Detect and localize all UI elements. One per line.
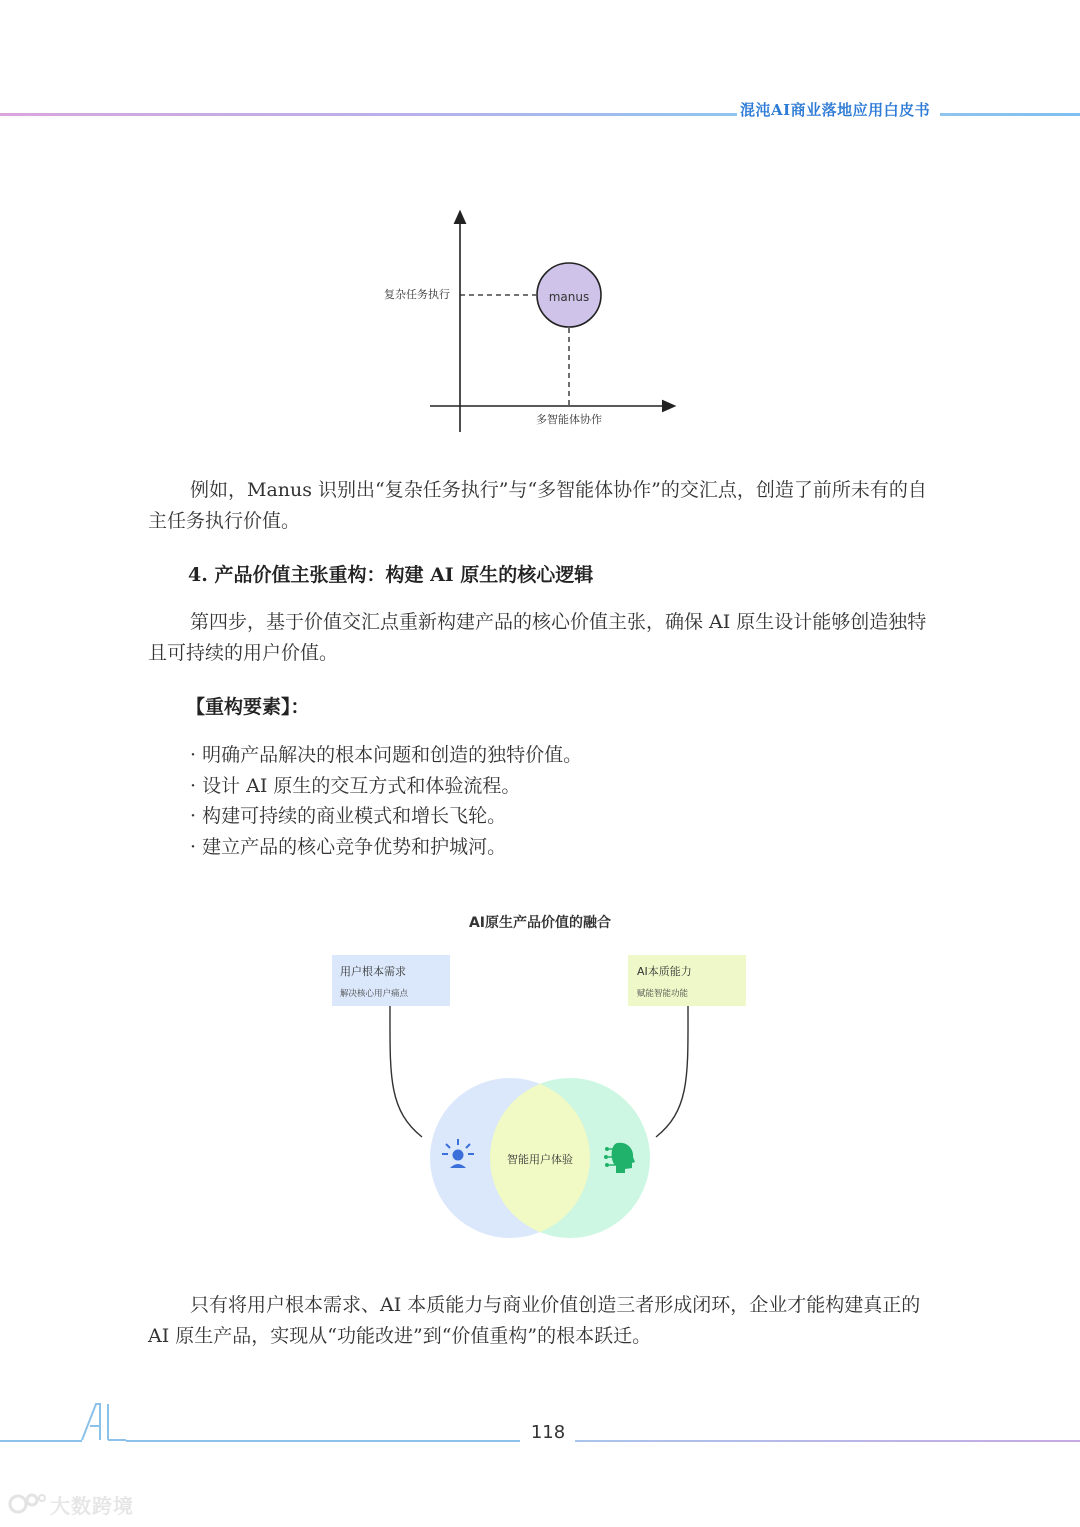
list-item: · 构建可持续的商业模式和增长飞轮。 [190, 801, 582, 832]
list-item: · 建立产品的核心竞争优势和护城河。 [190, 832, 582, 863]
ai-capability-subtitle: 赋能智能功能 [637, 989, 689, 999]
paragraph-step-four: 第四步，基于价值交汇点重新构建产品的核心价值主张，确保 AI 原生设计能够创造独特且可持续的用户价值。 [148, 611, 927, 664]
running-header-title: 混沌AI商业落地应用白皮书 [740, 101, 931, 119]
page-number: 118 [530, 1422, 566, 1443]
elements-list [190, 740, 582, 862]
venn-title: AI原生产品价值的融合 [468, 915, 612, 931]
intersection-figure [360, 200, 700, 440]
manus-label: manus [548, 290, 590, 304]
user-needs-subtitle: 解决核心用户痛点 [340, 989, 409, 999]
footer-rule [126, 1440, 520, 1442]
x-axis-label: 多智能体协作 [536, 413, 602, 426]
user-needs-title: 用户根本需求 [340, 965, 406, 978]
left-connector [390, 1006, 422, 1137]
watermark-text: 大数跨境 [50, 1494, 134, 1518]
list-item: · 设计 AI 原生的交互方式和体验流程。 [190, 771, 582, 802]
header-rule-right [940, 113, 1080, 116]
right-connector [656, 1006, 688, 1137]
footer-rule-left-edge [0, 1440, 82, 1442]
header-rule [0, 113, 737, 116]
value-fusion-diagram [320, 905, 760, 1250]
watermark-logo-icon [8, 1492, 50, 1516]
footer-rule-right [575, 1440, 1080, 1442]
list-item: · 明确产品解决的根本问题和创造的独特价值。 [190, 740, 582, 771]
ai-logo [80, 1402, 130, 1444]
section-heading: 4. 产品价值主张重构：构建 AI 原生的核心逻辑 [188, 564, 594, 586]
paragraph-manus-example: 例如，Manus 识别出“复杂任务执行”与“多智能体协作”的交汇点，创造了前所未有的自主任务执行价值。 [148, 479, 927, 532]
paragraph-conclusion: 只有将用户根本需求、AI 本质能力与商业价值创造三者形成闭环，企业才能构建真正的 AI 原生产品，实现从“功能改进”到“价值重构”的根本跃迁。 [148, 1294, 921, 1347]
ai-capability-title: AI本质能力 [637, 965, 692, 978]
y-axis-label: 复杂任务执行 [384, 288, 450, 301]
intersection-label: 智能用户体验 [507, 1153, 573, 1166]
elements-heading: 【重构要素】： [186, 696, 310, 718]
